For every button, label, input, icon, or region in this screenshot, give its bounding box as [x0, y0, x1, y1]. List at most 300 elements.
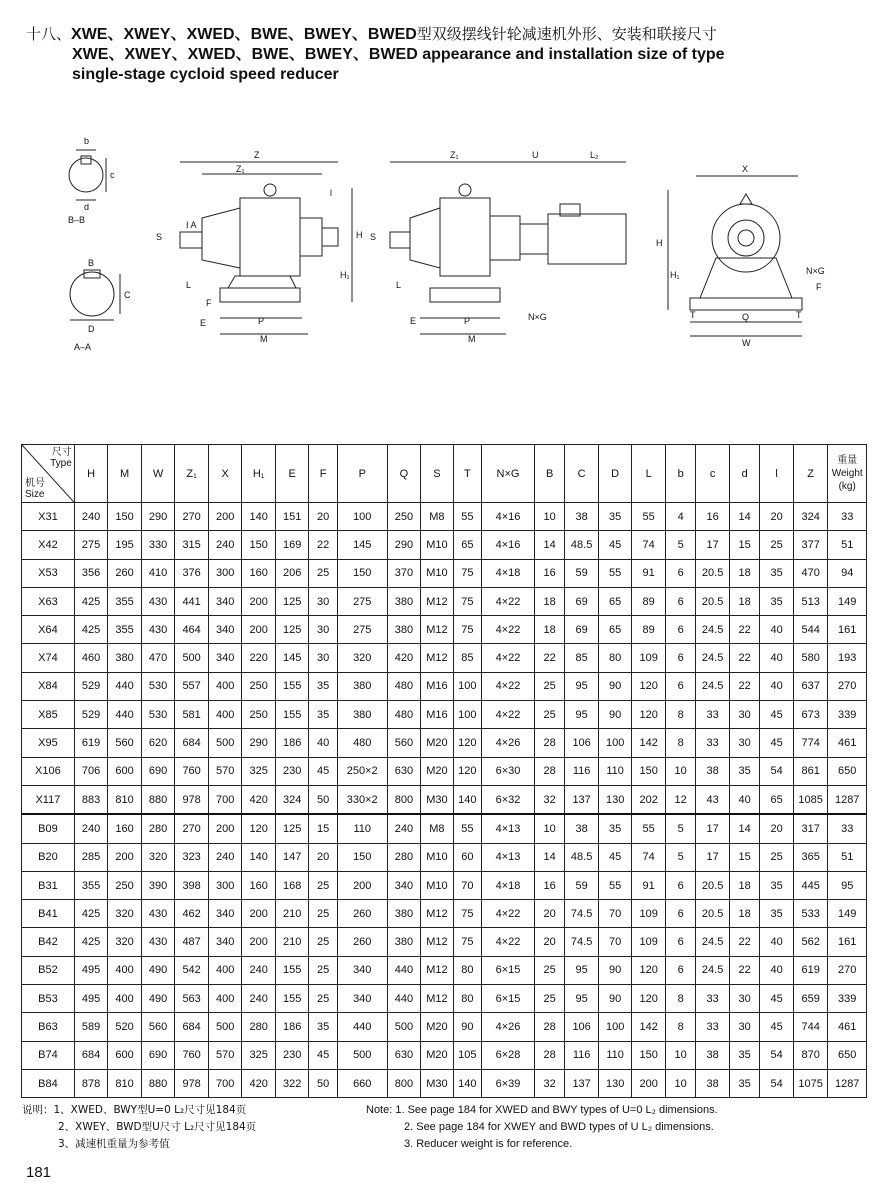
- table-cell: 8: [665, 985, 695, 1013]
- table-cell: 54: [760, 1069, 794, 1097]
- table-cell: 18: [729, 587, 759, 615]
- table-cell: M12: [421, 928, 454, 956]
- table-cell: 38: [696, 1069, 730, 1097]
- table-cell: 557: [175, 672, 209, 700]
- table-cell: 684: [74, 1041, 108, 1069]
- table-cell: 240: [387, 814, 421, 843]
- table-cell: 870: [793, 1041, 828, 1069]
- table-cell: 440: [108, 701, 142, 729]
- table-cell: 290: [387, 531, 421, 559]
- table-cell: 230: [275, 1041, 309, 1069]
- table-cell: 20.5: [696, 559, 730, 587]
- table-cell: 30: [729, 729, 759, 757]
- table-cell: 377: [793, 531, 828, 559]
- column-header: c: [696, 445, 730, 503]
- row-size-cell: X95: [22, 729, 75, 757]
- table-cell: 25: [309, 985, 337, 1013]
- table-cell: 17: [696, 531, 730, 559]
- table-cell: M20: [421, 1041, 454, 1069]
- table-cell: 533: [793, 900, 828, 928]
- table-cell: 560: [108, 729, 142, 757]
- table-cell: 65: [598, 587, 632, 615]
- table-cell: 193: [828, 644, 867, 672]
- table-cell: 878: [74, 1069, 108, 1097]
- table-cell: 355: [108, 587, 142, 615]
- table-cell: 630: [387, 757, 421, 785]
- note-cn-1: 说明：1、XWED、BWY型U=0 L₂尺寸见184页: [22, 1104, 247, 1116]
- table-cell: 490: [141, 985, 175, 1013]
- table-cell: 355: [74, 871, 108, 899]
- table-cell: 270: [828, 672, 867, 700]
- table-cell: M20: [421, 729, 454, 757]
- table-cell: 70: [598, 900, 632, 928]
- table-cell: 630: [387, 1041, 421, 1069]
- table-cell: 100: [337, 503, 387, 531]
- table-cell: 275: [337, 587, 387, 615]
- table-cell: 120: [242, 814, 276, 843]
- table-cell: 109: [632, 928, 666, 956]
- table-cell: 25: [309, 928, 337, 956]
- table-cell: 28: [534, 729, 564, 757]
- table-cell: 8: [665, 729, 695, 757]
- label-l: l: [330, 188, 332, 198]
- table-cell: 25: [309, 900, 337, 928]
- row-size-cell: B53: [22, 985, 75, 1013]
- table-cell: 380: [387, 900, 421, 928]
- row-size-cell: X31: [22, 503, 75, 531]
- table-cell: 250: [242, 672, 276, 700]
- column-header: B: [534, 445, 564, 503]
- table-cell: 330×2: [337, 785, 387, 814]
- table-cell: 240: [74, 503, 108, 531]
- table-cell: 16: [696, 503, 730, 531]
- table-cell: M30: [421, 1069, 454, 1097]
- table-cell: 690: [141, 757, 175, 785]
- table-cell: 54: [760, 757, 794, 785]
- row-size-cell: B52: [22, 956, 75, 984]
- table-row: [22, 871, 867, 899]
- table-cell: 95: [565, 672, 599, 700]
- table-cell: 425: [74, 616, 108, 644]
- table-cell: 240: [242, 956, 276, 984]
- table-cell: 35: [760, 871, 794, 899]
- column-header: X: [208, 445, 242, 503]
- label-H1: H₁: [340, 270, 350, 280]
- title-prefix: 十八、: [26, 25, 72, 43]
- table-cell: 883: [74, 785, 108, 814]
- table-cell: 461: [828, 1013, 867, 1041]
- table-cell: 480: [387, 701, 421, 729]
- table-cell: 169: [275, 531, 309, 559]
- table-cell: 10: [534, 814, 564, 843]
- table-cell: 500: [387, 1013, 421, 1041]
- label-X: X: [742, 164, 749, 174]
- table-cell: 4×22: [482, 672, 535, 700]
- table-cell: M10: [421, 843, 454, 871]
- table-cell: 420: [242, 1069, 276, 1097]
- label-bb: B–B: [68, 215, 86, 225]
- table-cell: 22: [729, 672, 759, 700]
- table-cell: 425: [74, 928, 108, 956]
- table-cell: 810: [108, 785, 142, 814]
- table-cell: 460: [74, 644, 108, 672]
- table-cell: 544: [793, 616, 828, 644]
- table-cell: 570: [208, 1041, 242, 1069]
- table-cell: 30: [309, 616, 337, 644]
- table-cell: 240: [242, 985, 276, 1013]
- table-cell: 20: [309, 503, 337, 531]
- table-cell: 22: [729, 616, 759, 644]
- table-cell: 22: [729, 956, 759, 984]
- table-cell: 441: [175, 587, 209, 615]
- table-cell: 4×22: [482, 616, 535, 644]
- table-cell: 470: [793, 559, 828, 587]
- note-en-3: 3. Reducer weight is for reference.: [404, 1138, 573, 1150]
- table-cell: M10: [421, 531, 454, 559]
- table-cell: 206: [275, 559, 309, 587]
- table-cell: 637: [793, 672, 828, 700]
- table-cell: 880: [141, 1069, 175, 1097]
- table-cell: 430: [141, 616, 175, 644]
- table-cell: 440: [108, 672, 142, 700]
- table-cell: 55: [598, 559, 632, 587]
- page-number: 181: [26, 1164, 52, 1181]
- table-cell: 4×26: [482, 1013, 535, 1041]
- table-cell: 74.5: [565, 928, 599, 956]
- table-cell: 400: [108, 985, 142, 1013]
- table-cell: 35: [760, 587, 794, 615]
- table-row: [22, 503, 867, 531]
- table-cell: 380: [387, 928, 421, 956]
- table-cell: 210: [275, 900, 309, 928]
- table-cell: 4×13: [482, 814, 535, 843]
- table-cell: 89: [632, 587, 666, 615]
- table-cell: 45: [760, 985, 794, 1013]
- dimension-table: [21, 444, 867, 1098]
- table-cell: 30: [309, 644, 337, 672]
- table-cell: 65: [598, 616, 632, 644]
- table-cell: 270: [175, 814, 209, 843]
- label-D: D: [88, 324, 95, 334]
- table-cell: 430: [141, 587, 175, 615]
- column-header: S: [421, 445, 454, 503]
- table-cell: 155: [275, 672, 309, 700]
- table-cell: 462: [175, 900, 209, 928]
- column-header: P: [337, 445, 387, 503]
- table-row: [22, 559, 867, 587]
- table-cell: 400: [208, 985, 242, 1013]
- table-cell: 70: [453, 871, 481, 899]
- table-cell: 480: [387, 672, 421, 700]
- table-cell: 35: [309, 1013, 337, 1041]
- table-cell: 33: [696, 985, 730, 1013]
- table-cell: 1287: [828, 1069, 867, 1097]
- table-cell: 85: [453, 644, 481, 672]
- column-header: H: [74, 445, 108, 503]
- label-S: S: [156, 232, 163, 242]
- table-cell: 270: [175, 503, 209, 531]
- table-cell: 33: [828, 814, 867, 843]
- table-cell: 65: [453, 531, 481, 559]
- table-cell: 85: [565, 644, 599, 672]
- table-cell: 445: [793, 871, 828, 899]
- table-cell: 145: [337, 531, 387, 559]
- column-header: D: [598, 445, 632, 503]
- column-header: E: [275, 445, 309, 503]
- row-size-cell: X117: [22, 785, 75, 814]
- table-cell: 116: [565, 1041, 599, 1069]
- table-cell: 120: [453, 729, 481, 757]
- table-cell: 250×2: [337, 757, 387, 785]
- table-cell: 660: [337, 1069, 387, 1097]
- table-cell: 161: [828, 616, 867, 644]
- row-size-cell: X53: [22, 559, 75, 587]
- table-cell: 89: [632, 616, 666, 644]
- table-cell: 45: [598, 531, 632, 559]
- table-cell: 340: [208, 644, 242, 672]
- table-cell: 161: [828, 928, 867, 956]
- table-cell: 240: [208, 531, 242, 559]
- table-cell: 20.5: [696, 587, 730, 615]
- label-W: W: [742, 338, 751, 348]
- table-cell: 120: [453, 757, 481, 785]
- table-cell: 320: [108, 900, 142, 928]
- table-cell: 20: [760, 814, 794, 843]
- table-cell: 376: [175, 559, 209, 587]
- table-cell: 430: [141, 900, 175, 928]
- table-cell: 800: [387, 785, 421, 814]
- table-cell: 40: [309, 729, 337, 757]
- table-cell: 400: [108, 956, 142, 984]
- table-cell: 700: [208, 1069, 242, 1097]
- table-cell: 440: [337, 1013, 387, 1041]
- table-cell: 380: [337, 701, 387, 729]
- column-header: Z₁: [175, 445, 209, 503]
- table-cell: 20: [534, 900, 564, 928]
- table-cell: 420: [242, 785, 276, 814]
- table-cell: 109: [632, 900, 666, 928]
- table-cell: 75: [453, 587, 481, 615]
- table-cell: 4×26: [482, 729, 535, 757]
- table-row: [22, 701, 867, 729]
- table-cell: 35: [760, 559, 794, 587]
- table-cell: M12: [421, 900, 454, 928]
- table-cell: 440: [387, 956, 421, 984]
- table-cell: M12: [421, 644, 454, 672]
- table-cell: 160: [242, 871, 276, 899]
- table-cell: 54: [760, 1041, 794, 1069]
- row-size-cell: X42: [22, 531, 75, 559]
- row-size-cell: B20: [22, 843, 75, 871]
- table-cell: 140: [242, 503, 276, 531]
- table-cell: M8: [421, 503, 454, 531]
- label-H-end: H: [656, 238, 663, 248]
- table-cell: 684: [175, 729, 209, 757]
- table-cell: M30: [421, 785, 454, 814]
- table-cell: 542: [175, 956, 209, 984]
- table-cell: 90: [598, 701, 632, 729]
- table-cell: 125: [275, 814, 309, 843]
- table-cell: 48.5: [565, 843, 599, 871]
- table-cell: 38: [565, 503, 599, 531]
- table-cell: 744: [793, 1013, 828, 1041]
- table-row: [22, 1013, 867, 1041]
- table-cell: 650: [828, 1041, 867, 1069]
- table-row: [22, 1041, 867, 1069]
- table-cell: 464: [175, 616, 209, 644]
- table-cell: 760: [175, 1041, 209, 1069]
- table-cell: 800: [387, 1069, 421, 1097]
- table-cell: 495: [74, 956, 108, 984]
- table-cell: 320: [337, 644, 387, 672]
- table-cell: 30: [729, 985, 759, 1013]
- table-cell: 200: [242, 928, 276, 956]
- table-cell: 440: [387, 985, 421, 1013]
- corner-size-label: 机号 Size: [25, 478, 45, 500]
- row-size-cell: B41: [22, 900, 75, 928]
- table-cell: 25: [309, 559, 337, 587]
- table-cell: 147: [275, 843, 309, 871]
- table-cell: 80: [598, 644, 632, 672]
- table-cell: 17: [696, 814, 730, 843]
- table-cell: 322: [275, 1069, 309, 1097]
- table-cell: 6: [665, 871, 695, 899]
- table-cell: 500: [208, 1013, 242, 1041]
- table-row: [22, 900, 867, 928]
- table-cell: 110: [598, 757, 632, 785]
- table-cell: 6×15: [482, 956, 535, 984]
- table-cell: 20: [760, 503, 794, 531]
- table-cell: 410: [141, 559, 175, 587]
- table-cell: M12: [421, 587, 454, 615]
- table-cell: 355: [108, 616, 142, 644]
- table-cell: 168: [275, 871, 309, 899]
- table-cell: 20: [534, 928, 564, 956]
- table-cell: 74.5: [565, 900, 599, 928]
- drawing-svg: [40, 128, 860, 358]
- table-cell: 38: [565, 814, 599, 843]
- table-cell: 25: [534, 985, 564, 1013]
- label-C: C: [124, 290, 131, 300]
- table-cell: 513: [793, 587, 828, 615]
- table-cell: 200: [632, 1069, 666, 1097]
- table-cell: 15: [309, 814, 337, 843]
- table-cell: 59: [565, 559, 599, 587]
- table-cell: 45: [760, 1013, 794, 1041]
- table-cell: 186: [275, 1013, 309, 1041]
- title-cn-text: 型双级摆线针轮减速机外形、安装和联接尺寸: [416, 25, 717, 43]
- row-size-cell: B74: [22, 1041, 75, 1069]
- table-cell: 69: [565, 587, 599, 615]
- table-cell: 25: [534, 956, 564, 984]
- table-cell: 120: [632, 701, 666, 729]
- table-cell: 120: [632, 672, 666, 700]
- table-body: [22, 503, 867, 1098]
- table-cell: 673: [793, 701, 828, 729]
- table-cell: 160: [108, 814, 142, 843]
- table-cell: 202: [632, 785, 666, 814]
- table-cell: 520: [108, 1013, 142, 1041]
- table-cell: M8: [421, 814, 454, 843]
- table-cell: 16: [534, 559, 564, 587]
- table-row: [22, 757, 867, 785]
- row-size-cell: B42: [22, 928, 75, 956]
- table-cell: 659: [793, 985, 828, 1013]
- label-F-end: F: [816, 282, 822, 292]
- table-cell: 700: [208, 785, 242, 814]
- table-cell: 149: [828, 900, 867, 928]
- row-size-cell: X63: [22, 587, 75, 615]
- table-row: [22, 814, 867, 843]
- table-cell: 1085: [793, 785, 828, 814]
- table-cell: 33: [696, 729, 730, 757]
- table-cell: 22: [309, 531, 337, 559]
- table-cell: 420: [387, 644, 421, 672]
- table-cell: 25: [760, 531, 794, 559]
- table-cell: 125: [275, 616, 309, 644]
- table-cell: 500: [208, 729, 242, 757]
- table-cell: 40: [760, 644, 794, 672]
- table-cell: 90: [598, 985, 632, 1013]
- table-cell: 563: [175, 985, 209, 1013]
- table-cell: 35: [309, 701, 337, 729]
- weight-header-line: (kg): [838, 481, 856, 492]
- table-cell: 10: [534, 503, 564, 531]
- table-cell: 706: [74, 757, 108, 785]
- table-cell: 240: [74, 814, 108, 843]
- label-d: d: [84, 202, 90, 212]
- table-header-row: [22, 445, 867, 503]
- table-cell: 65: [760, 785, 794, 814]
- table-cell: 4×22: [482, 900, 535, 928]
- table-cell: 142: [632, 1013, 666, 1041]
- table-cell: 230: [275, 757, 309, 785]
- table-cell: 325: [242, 757, 276, 785]
- table-cell: 315: [175, 531, 209, 559]
- table-cell: 120: [632, 985, 666, 1013]
- table-cell: 275: [74, 531, 108, 559]
- table-cell: 200: [208, 814, 242, 843]
- table-cell: 55: [453, 503, 481, 531]
- table-cell: 978: [175, 785, 209, 814]
- table-cell: 620: [141, 729, 175, 757]
- table-cell: 619: [793, 956, 828, 984]
- table-cell: 250: [108, 871, 142, 899]
- table-cell: 25: [534, 672, 564, 700]
- table-cell: 45: [598, 843, 632, 871]
- table-cell: 155: [275, 956, 309, 984]
- table-cell: 40: [729, 785, 759, 814]
- table-cell: 200: [242, 587, 276, 615]
- table-cell: 22: [534, 644, 564, 672]
- table-cell: 38: [696, 757, 730, 785]
- table-cell: 280: [387, 843, 421, 871]
- note-en-1: Note: 1. See page 184 for XWED and BWY types of U=0 L₂ dimensions.: [366, 1104, 718, 1116]
- column-header: Z: [793, 445, 828, 503]
- label-T-right: T: [796, 310, 802, 320]
- table-cell: 6: [665, 672, 695, 700]
- table-cell: M12: [421, 985, 454, 1013]
- table-cell: 18: [729, 900, 759, 928]
- table-cell: 10: [665, 1041, 695, 1069]
- table-cell: 149: [828, 587, 867, 615]
- table-cell: 155: [275, 701, 309, 729]
- table-cell: 317: [793, 814, 828, 843]
- table-cell: 589: [74, 1013, 108, 1041]
- table-cell: 10: [665, 757, 695, 785]
- table-cell: 323: [175, 843, 209, 871]
- table-row: [22, 785, 867, 814]
